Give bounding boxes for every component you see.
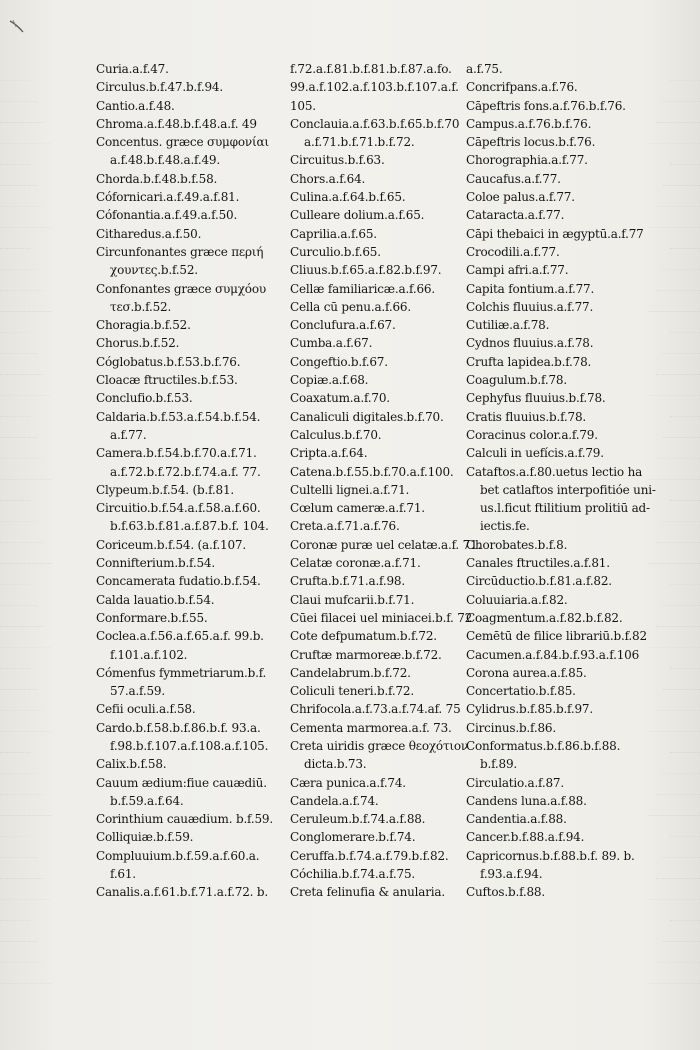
bleed-stroke	[0, 522, 44, 543]
index-entry: Cāpeftris fons.a.f.76.b.f.76.	[466, 98, 626, 113]
index-entry: Chorobates.b.f.8.	[466, 537, 568, 552]
bleed-stroke	[0, 606, 44, 627]
index-entry: Caldaria.b.f.53.a.f.54.b.f.54.	[96, 409, 261, 424]
index-entry: Creta.a.f.71.a.f.76.	[290, 519, 400, 534]
bleed-stroke	[0, 354, 44, 375]
index-entry: 99.a.f.102.a.f.103.b.f.107.a.f.	[290, 80, 459, 95]
bleed-stroke	[0, 732, 30, 753]
bleed-stroke	[0, 417, 37, 438]
index-entry: Cellæ familiaricæ.a.f.66.	[290, 281, 435, 296]
index-entry: Chorus.b.f.52.	[96, 336, 180, 351]
index-entry: Coagmentum.a.f.82.b.f.82.	[466, 610, 623, 625]
index-entry: Circulus.b.f.47.b.f.94.	[96, 80, 223, 95]
index-entry-continuation: bet catlaftos interpofitióe uni-	[480, 482, 656, 497]
bleed-stroke	[0, 60, 30, 81]
index-entry-continuation: a.f.71.b.f.71.b.f.72.	[304, 135, 415, 150]
index-entry: Cemētū de filice librariū.b.f.82	[466, 629, 647, 644]
index-entry: Crufta lapidea.b.f.78.	[466, 354, 592, 369]
index-entry: Corona aurea.a.f.85.	[466, 665, 587, 680]
index-entry: Concentus. græce συμφονίαι	[96, 135, 269, 150]
index-entry: Citharedus.a.f.50.	[96, 226, 202, 241]
index-entry-continuation: f.61.	[110, 867, 136, 882]
index-entry: Cultelli lignei.a.f.71.	[290, 482, 410, 497]
index-entry: Canaliculi digitales.b.f.70.	[290, 409, 444, 424]
index-entry: Campus.a.f.76.b.f.76.	[466, 116, 592, 131]
index-entry: Colchis fluuius.a.f.77.	[466, 299, 594, 314]
index-entry: Claui mufcarii.b.f.71.	[290, 592, 415, 607]
index-entry: Cūei filacei uel miniacei.b.f. 72	[290, 610, 473, 625]
index-entry-continuation: a.f.77.	[110, 427, 147, 442]
bleed-stroke	[670, 984, 700, 990]
index-entry: Cataftos.a.f.80.uetus lectio ha	[466, 464, 643, 479]
bleed-stroke	[0, 270, 44, 291]
index-entry: Caprilia.a.f.65.	[290, 226, 377, 241]
index-entry-continuation: b.f.63.b.f.81.a.f.87.b.f. 104.	[110, 519, 269, 534]
index-entry: Candelabrum.b.f.72.	[290, 665, 411, 680]
bleed-stroke	[0, 942, 44, 963]
index-entry: Cefii oculi.a.f.58.	[96, 702, 196, 717]
index-entry: Cataracta.a.f.77.	[466, 208, 565, 223]
bleed-stroke	[0, 690, 44, 711]
index-entry-continuation: a.f.48.b.f.48.a.f.49.	[110, 153, 220, 168]
bleed-stroke	[0, 396, 30, 417]
index-entry: Coluuiaria.a.f.82.	[466, 592, 568, 607]
bleed-stroke	[0, 879, 51, 900]
index-entry: Cóglobatus.b.f.53.b.f.76.	[96, 354, 241, 369]
index-entry: Corinthium cauædium. b.f.59.	[96, 812, 273, 827]
bleed-stroke	[0, 711, 51, 732]
index-entry: Concamerata fudatio.b.f.54.	[96, 574, 261, 589]
index-entry: Curculio.b.f.65.	[290, 244, 381, 259]
index-entry: Cāpi thebaici in ægyptū.a.f.77	[466, 226, 644, 241]
index-entry: Cardo.b.f.58.b.f.86.b.f. 93.a.	[96, 720, 261, 735]
index-entry: Circunfonantes græce περιή	[96, 244, 264, 259]
index-entry: Curia.a.f.47.	[96, 62, 169, 76]
index-entry: Cratis fluuius.b.f.78.	[466, 409, 586, 424]
index-column-2	[290, 60, 482, 902]
index-entry: Capricornus.b.f.88.b.f. 89. b.	[466, 848, 635, 863]
index-entry: Catena.b.f.55.b.f.70.a.f.100.	[290, 464, 454, 479]
index-entry: Cancer.b.f.88.a.f.94.	[466, 830, 585, 845]
index-entry: Cruftæ marmoreæ.b.f.72.	[290, 647, 442, 662]
bleed-stroke	[0, 543, 51, 564]
index-entry: Cella cū penu.a.f.66.	[290, 299, 411, 314]
bleed-stroke	[0, 816, 30, 837]
bleed-stroke	[0, 207, 51, 228]
index-entry-continuation: iectis.fe.	[480, 519, 530, 534]
index-entry: Cephyfus fluuius.b.f.78.	[466, 391, 606, 406]
index-entry: Choragia.b.f.52.	[96, 318, 191, 333]
index-entry: Conformare.b.f.55.	[96, 610, 208, 625]
index-entry: Circuitus.b.f.63.	[290, 153, 385, 168]
index-entry: Caucafus.a.f.77.	[466, 171, 561, 186]
index-entry-continuation: b.f.89.	[480, 757, 518, 772]
index-entry: Cauum ædium:fiue cauædiū.	[96, 775, 267, 790]
index-entry: Coracinus color.a.f.79.	[466, 427, 598, 442]
index-entry: Chroma.a.f.48.b.f.48.a.f. 49	[96, 116, 257, 131]
index-entry: a.f.75.	[466, 62, 503, 76]
index-entry: Ceruleum.b.f.74.a.f.88.	[290, 812, 426, 827]
index-entry: Cumba.a.f.67.	[290, 336, 373, 351]
index-entry: Camera.b.f.54.b.f.70.a.f.71.	[96, 446, 257, 461]
index-entry: Cote defpumatum.b.f.72.	[290, 629, 437, 644]
index-entry: Cloacæ ftructiles.b.f.53.	[96, 373, 238, 388]
index-entry-continuation: f.93.a.f.94.	[480, 867, 543, 882]
index-entry-continuation: f.98.b.f.107.a.f.108.a.f.105.	[110, 738, 269, 753]
bleed-stroke	[0, 81, 37, 102]
bleed-stroke	[0, 480, 30, 501]
index-entry: Calculus.b.f.70.	[290, 427, 382, 442]
index-entry: Cantio.a.f.48.	[96, 98, 175, 113]
index-entry: Chors.a.f.64.	[290, 171, 366, 186]
index-entry: Crufta.b.f.71.a.f.98.	[290, 574, 405, 589]
index-entry: 105.	[290, 98, 316, 113]
index-entry: Copiæ.a.f.68.	[290, 373, 369, 388]
index-entry: Ceruffa.b.f.74.a.f.79.b.f.82.	[290, 848, 449, 863]
index-entry: Coclea.a.f.56.a.f.65.a.f. 99.b.	[96, 629, 264, 644]
bleed-stroke	[0, 774, 44, 795]
index-entry: Cacumen.a.f.84.b.f.93.a.f.106	[466, 647, 639, 662]
index-entry-continuation: 57.a.f.59.	[110, 684, 165, 699]
index-entry: Compluuium.b.f.59.a.f.60.a.	[96, 848, 260, 863]
bleed-stroke	[0, 375, 51, 396]
bleed-stroke	[0, 837, 37, 858]
index-entry: Cāpeftris locus.b.f.76.	[466, 135, 596, 150]
bleed-stroke	[0, 858, 44, 879]
index-entry: Calculi in uefícis.a.f.79.	[466, 446, 604, 461]
index-entry: Candela.a.f.74.	[290, 793, 379, 808]
bleed-stroke	[0, 669, 37, 690]
index-entry: Clypeum.b.f.54. (b.f.81.	[96, 482, 235, 497]
bleed-stroke	[0, 438, 44, 459]
index-entry: Celatæ coronæ.a.f.71.	[290, 556, 421, 571]
bleed-stroke	[0, 228, 30, 249]
bleed-stroke	[0, 900, 30, 921]
index-entry: Canales ftructiles.a.f.81.	[466, 556, 610, 571]
bleed-stroke	[649, 963, 700, 984]
index-column-3	[466, 60, 686, 902]
ink-mark-icon	[8, 18, 26, 36]
index-entry: Congeftio.b.f.67.	[290, 354, 388, 369]
bleed-stroke	[663, 921, 700, 942]
index-entry-continuation: a.f.72.b.f.72.b.f.74.a.f. 77.	[110, 464, 261, 479]
index-entry: Confonantes græce συμχόου	[96, 281, 266, 296]
index-entry: Culleare dolium.a.f.65.	[290, 208, 425, 223]
index-entry-continuation: τεσ.b.f.52.	[110, 299, 172, 314]
bleed-stroke	[0, 501, 37, 522]
index-entry: Campi afri.a.f.77.	[466, 263, 569, 278]
bleed-stroke	[0, 123, 51, 144]
index-entry: Chrifocola.a.f.73.a.f.74.af. 75	[290, 702, 461, 717]
index-entry: Colliquiæ.b.f.59.	[96, 830, 194, 845]
index-entry: Coronæ puræ uel celatæ.a.f. 71.	[290, 537, 482, 552]
bleed-stroke	[0, 984, 30, 990]
index-entry-continuation: χουντες.b.f.52.	[110, 263, 198, 278]
bleed-stroke	[0, 795, 51, 816]
index-entry: Crocodili.a.f.77.	[466, 244, 560, 259]
index-entry: Cófonantia.a.f.49.a.f.50.	[96, 208, 238, 223]
index-entry: Cylidrus.b.f.85.b.f.97.	[466, 702, 593, 717]
index-entry: Cuftos.b.f.88.	[466, 885, 545, 900]
index-entry: Concertatio.b.f.85.	[466, 684, 576, 699]
index-entry-continuation: b.f.59.a.f.64.	[110, 793, 184, 808]
bleed-stroke	[0, 312, 30, 333]
bleed-stroke	[0, 585, 37, 606]
index-entry: Coliculi teneri.b.f.72.	[290, 684, 414, 699]
bleed-stroke	[0, 249, 37, 270]
bleed-stroke	[0, 102, 44, 123]
index-entry: Cripta.a.f.64.	[290, 446, 368, 461]
index-entry: Circinus.b.f.86.	[466, 720, 556, 735]
index-entry: Circūductio.b.f.81.a.f.82.	[466, 574, 612, 589]
index-entry: Conclauia.a.f.63.b.f.65.b.f.70	[290, 116, 460, 131]
index-entry: Conclufura.a.f.67.	[290, 318, 396, 333]
index-entry: Cœlum cameræ.a.f.71.	[290, 501, 425, 516]
index-entry: Coriceum.b.f.54. (a.f.107.	[96, 537, 246, 552]
index-entry: Cómenfus fymmetriarum.b.f.	[96, 665, 267, 680]
index-entry: Conglomerare.b.f.74.	[290, 830, 416, 845]
index-entry: Conformatus.b.f.86.b.f.88.	[466, 738, 621, 753]
index-entry: Coaxatum.a.f.70.	[290, 391, 390, 406]
index-entry: Canalis.a.f.61.b.f.71.a.f.72. b.	[96, 885, 268, 900]
index-entry: Candens luna.a.f.88.	[466, 793, 587, 808]
bleed-stroke	[0, 753, 37, 774]
bleed-stroke	[670, 900, 700, 921]
index-entry: Calda lauatio.b.f.54.	[96, 592, 215, 607]
bleed-stroke	[0, 921, 37, 942]
index-entry-continuation: dicta.b.73.	[304, 757, 367, 772]
index-entry: Chorographia.a.f.77.	[466, 153, 588, 168]
index-entry: Candentia.a.f.88.	[466, 812, 567, 827]
index-entry: Capita fontium.a.f.77.	[466, 281, 595, 296]
bleed-stroke	[0, 186, 44, 207]
bleed-stroke	[0, 627, 51, 648]
index-entry: Cæra punica.a.f.74.	[290, 775, 406, 790]
bleed-stroke	[656, 942, 700, 963]
index-entry: Cutiliæ.a.f.78.	[466, 318, 550, 333]
bleed-stroke	[0, 963, 51, 984]
index-entry: Cementa marmorea.a.f. 73.	[290, 720, 452, 735]
index-entry-continuation: f.101.a.f.102.	[110, 647, 188, 662]
index-entry: Connifterium.b.f.54.	[96, 556, 215, 571]
index-column-1	[96, 60, 281, 902]
bleed-stroke	[0, 459, 51, 480]
bleed-stroke	[0, 333, 37, 354]
index-entry: Cóchilia.b.f.74.a.f.75.	[290, 867, 416, 882]
index-entry: Calix.b.f.58.	[96, 757, 167, 772]
bleed-stroke	[0, 648, 30, 669]
bleed-stroke	[0, 564, 30, 585]
index-entry: Coagulum.b.f.78.	[466, 373, 567, 388]
index-entry-continuation: us.l.ficut ftilitium prolitiū ad-	[480, 501, 650, 516]
bleed-through-left	[0, 60, 60, 990]
bleed-stroke	[0, 144, 30, 165]
index-entry: Cydnos fluuius.a.f.78.	[466, 336, 594, 351]
index-entry: Circuitio.b.f.54.a.f.58.a.f.60.	[96, 501, 261, 516]
index-entry: Culina.a.f.64.b.f.65.	[290, 190, 406, 205]
index-entry: Circulatio.a.f.87.	[466, 775, 564, 790]
index-entry: Coloe palus.a.f.77.	[466, 190, 575, 205]
index-entry: Chorda.b.f.48.b.f.58.	[96, 171, 218, 186]
index-entry: Cliuus.b.f.65.a.f.82.b.f.97.	[290, 263, 442, 278]
index-entry: Creta uiridis græce θεοχότιον	[290, 738, 469, 753]
index-entry: Creta felinufia & anularia.	[290, 885, 445, 900]
bleed-stroke	[0, 291, 51, 312]
index-entry: Conclufio.b.f.53.	[96, 391, 193, 406]
index-entry: Cófornicari.a.f.49.a.f.81.	[96, 190, 240, 205]
index-entry: f.72.a.f.81.b.f.81.b.f.87.a.fo.	[290, 62, 452, 76]
bleed-stroke	[0, 165, 37, 186]
index-entry: Concrifpans.a.f.76.	[466, 80, 578, 95]
